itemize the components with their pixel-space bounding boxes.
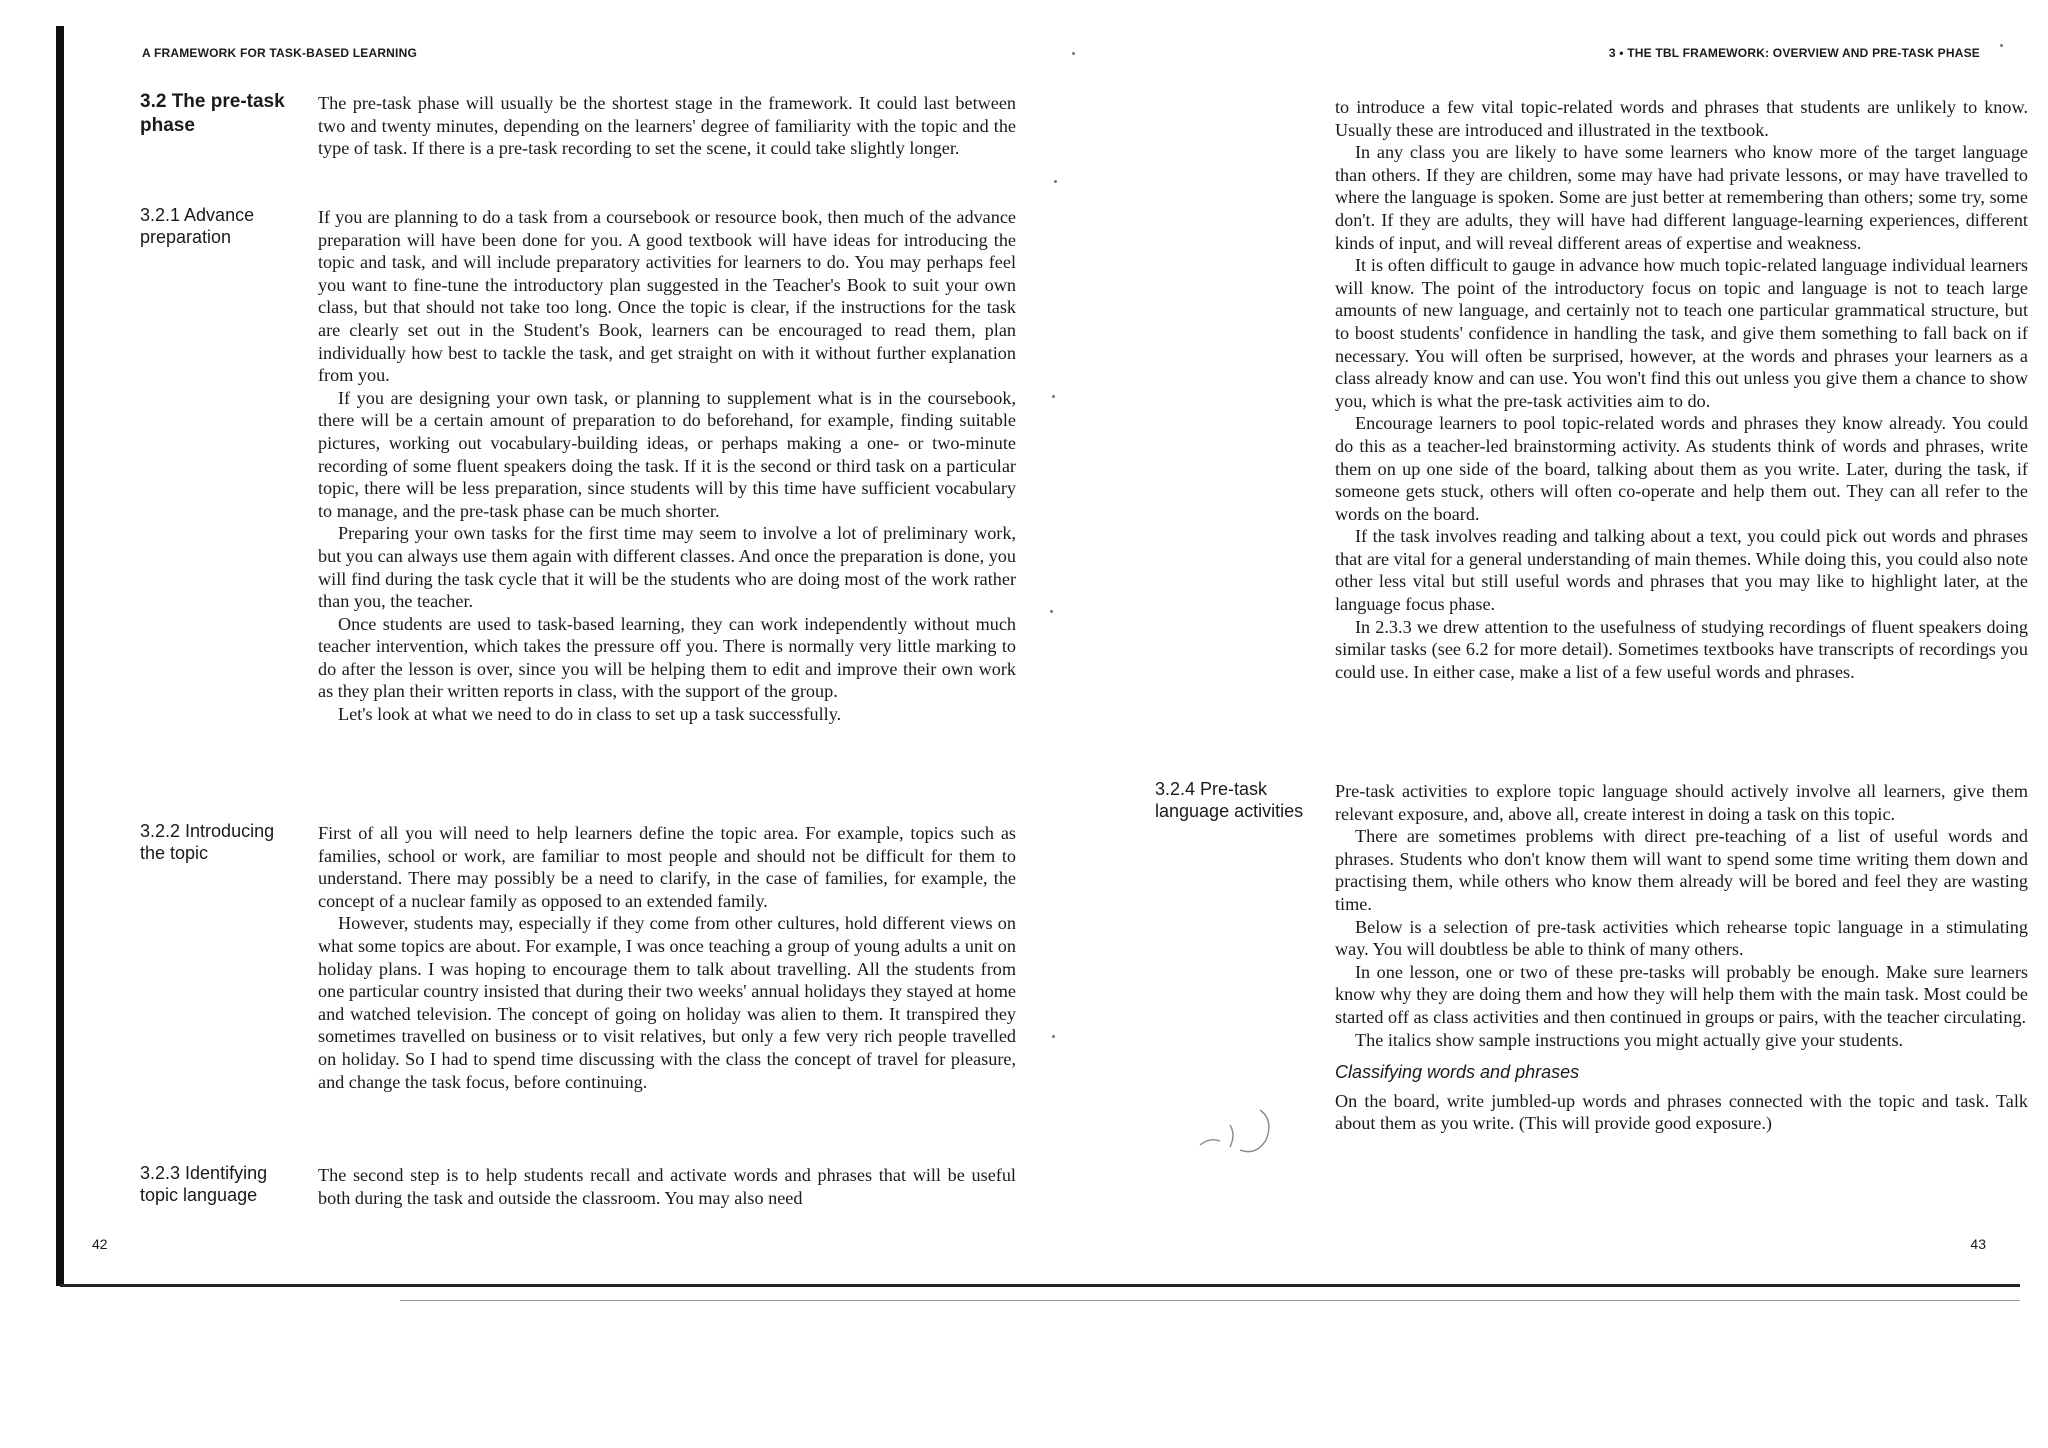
page-bottom-shadow [400,1300,2020,1301]
paragraph: On the board, write jumbled-up words and phrases connected with the topic and task. Talk about them as you write. (This will provide good exposure.) [1335,1090,2028,1134]
section-heading-3-2-2: 3.2.2 Introducing the topic [140,821,275,863]
subheading: Classifying words and phrases [1335,1062,1580,1083]
paragraph: Preparing your own tasks for the first time may seem to involve a lot of preliminary work, but you can always use them again with different classes. And once the preparation is done, you will find during the task cycle that it will be the students who are doing most of the work rather than you, the teacher. [318,523,1016,612]
running-head-right: 3 • THE TBL FRAMEWORK: OVERVIEW AND PRE-TASK PHASE [1608,46,1980,60]
paragraph: In any class you are likely to have some learners who know more of the target language than others. If they are children, some may have had private lessons, or may have travelled to where the language is spoken. Some are just better at remembering than others; some try, some don't. If they are adults, they will have had different language-learning experiences, different kinds of input, and will reveal different areas of expertise and weakness. [1335,142,2028,253]
paragraph: Once students are used to task-based learning, they can work independently without much teacher intervention, which takes the pressure off you. There is normally very little marking to do after the lesson is over, since you will be helping them to edit and improve their own work as they plan their written reports in class, with the support of the group. [318,613,1016,702]
page-bottom-edge [60,1284,2020,1287]
paragraph: There are sometimes problems with direct pre-teaching of a list of useful words and phrases. Students who don't know them will want to spend some time writing them down and practising them, while others who know them already will be bored and feel they are wasting time. [1335,826,2028,914]
pencil-doodle [1190,1090,1310,1160]
paragraph: to introduce a few vital topic-related words and phrases that students are unlikely to know. Usually these are introduced and illustrated in the textbook. [1335,97,2028,140]
scan-speck [1072,52,1075,55]
section-heading-3-2: 3.2 The pre-task phase [140,91,285,136]
paragraph: The second step is to help students recall and activate words and phrases that will be useful both during the task and outside the classroom. You may also need [318,1165,1016,1208]
scan-speck [1052,1035,1055,1038]
binding-edge-rule [56,26,64,1286]
paragraph: The pre-task phase will usually be the shortest stage in the framework. It could last between two and twenty minutes, depending on the learners' degree of familiarity with the topic and the type of task. If there is a pre-task recording to set the scene, it could take slightly longer. [318,93,1016,159]
section-heading-3-2-4: 3.2.4 Pre-task language activities [1155,779,1304,821]
section-body-3-2-4 [1335,780,2028,1135]
section-body-3-2-1 [318,206,1016,726]
paragraph: In one lesson, one or two of these pre-tasks will probably be enough. Make sure learners know why they are doing them and how they will help them with the main task. Most could be started off as class activities and then continued in groups or pairs, with the teacher circulating. [1335,961,2028,1027]
section-heading-3-2-1: 3.2.1 Advance preparation [140,205,255,247]
section-heading-3-2-3: 3.2.3 Identifying topic language [140,1163,268,1205]
paragraph: First of all you will need to help learners define the topic area. For example, topics such as families, school or work, are familiar to most people and should not be difficult for them to understand. There may possibly be a need to clarify, in the case of families, for example, the concept of a nuclear family as opposed to an extended family. [318,823,1016,911]
left-page [64,0,1016,1280]
paragraph: Pre-task activities to explore topic language should actively involve all learners, give them relevant exposure, and, above all, create interest in doing a task on this topic. [1335,781,2028,824]
paragraph: If you are designing your own task, or planning to supplement what is in the coursebook, there will be a certain amount of preparation to do beforehand, for example, finding suitable pictures, working out vocabulary-building ideas, or perhaps making a one- or two-minute recording of some fluent speakers doing the task. If it is the second or third task on a particular topic, there will be less preparation, since students will by this time have sufficient vocabulary to manage, and the pre-task phase can be much shorter. [318,387,1016,521]
paragraph: It is often difficult to gauge in advance how much topic-related language individual learners will know. The point of the introductory focus on topic and language is not to teach large amounts of new language, and certainly not to teach one particular grammatical structure, but to boost students' confidence in handling the task, and give them something to fall back on if necessary. You will often be surprised, however, at the words and phrases your learners as a class already know and can use. You won't find this out unless you give them a chance to show you, which is what the pre-task activities aim to do. [1335,255,2028,411]
paragraph: The italics show sample instructions you might actually give your students. [1355,1029,1904,1050]
continued-text [1335,96,2028,683]
scan-speck [2000,44,2003,47]
paragraph: Let's look at what we need to do in class to set up a task successfully. [338,704,842,725]
paragraph: If you are planning to do a task from a coursebook or resource book, then much of the advance preparation will have been done for you. A good textbook will have ideas for introducing the topic and task, and will include preparatory activities for learners to do. You may perhaps feel you want to fine-tune the introductory plan suggested in the Teacher's Book to suit your own class, but that should not take too long. Once the topic is clear, if the instructions for the task are clearly set out in the Student's Book, learners can be encouraged to read them, plan individually how best to tackle the task, and get straight on with it without further explanation from you. [318,207,1016,386]
paragraph: Below is a selection of pre-task activities which rehearse topic language in a stimulating way. You will doubtless be able to think of many others. [1335,916,2028,960]
scan-speck [1052,395,1055,398]
right-page [1050,0,2028,1280]
running-head-left: A FRAMEWORK FOR TASK-BASED LEARNING [142,46,417,60]
page-number-right: 43 [1970,1236,1986,1252]
paragraph: Encourage learners to pool topic-related words and phrases they know already. You could do this as a teacher-led brainstorming activity. As students think of words and phrases, write them on up one side of the board, talking about them as you write. Later, during the task, if someone gets stuck, others will often co-operate and help them out. They can all refer to the words on the board. [1335,413,2028,524]
paragraph: If the task involves reading and talking about a text, you could pick out words and phrases that are vital for a general understanding of main themes. While doing this, you could also note other less vital but still useful words and phrases that you may like to highlight later, at the language focus phase. [1335,526,2028,615]
scan-speck [1050,610,1053,613]
section-body-3-2 [318,92,1016,160]
paragraph: However, students may, especially if they come from other cultures, hold different views on what some topics are about. For example, I was once teaching a group of young adults a unit on holiday plans. I was hoping to encourage them to talk about travelling. All the students from one particular country insisted that during their two weeks' annual holidays they stayed at home and watched television. The concept of going on holiday was alien to them. It transpired they sometimes travelled on business or to visit relatives, but only a few very rich people travelled on holiday. So I had to spend time discussing with the class the concept of travel for pleasure, and change the task focus, before continuing. [318,913,1016,1092]
section-body-3-2-3 [318,1164,1016,1209]
section-body-3-2-2 [318,822,1016,1093]
page-number-left: 42 [92,1236,108,1252]
scan-speck [1054,180,1057,183]
paragraph: In 2.3.3 we drew attention to the usefulness of studying recordings of fluent speakers doing similar tasks (see 6.2 for more detail). Sometimes textbooks have transcripts of recordings you could use. In either case, make a list of a few useful words and phrases. [1335,616,2028,682]
